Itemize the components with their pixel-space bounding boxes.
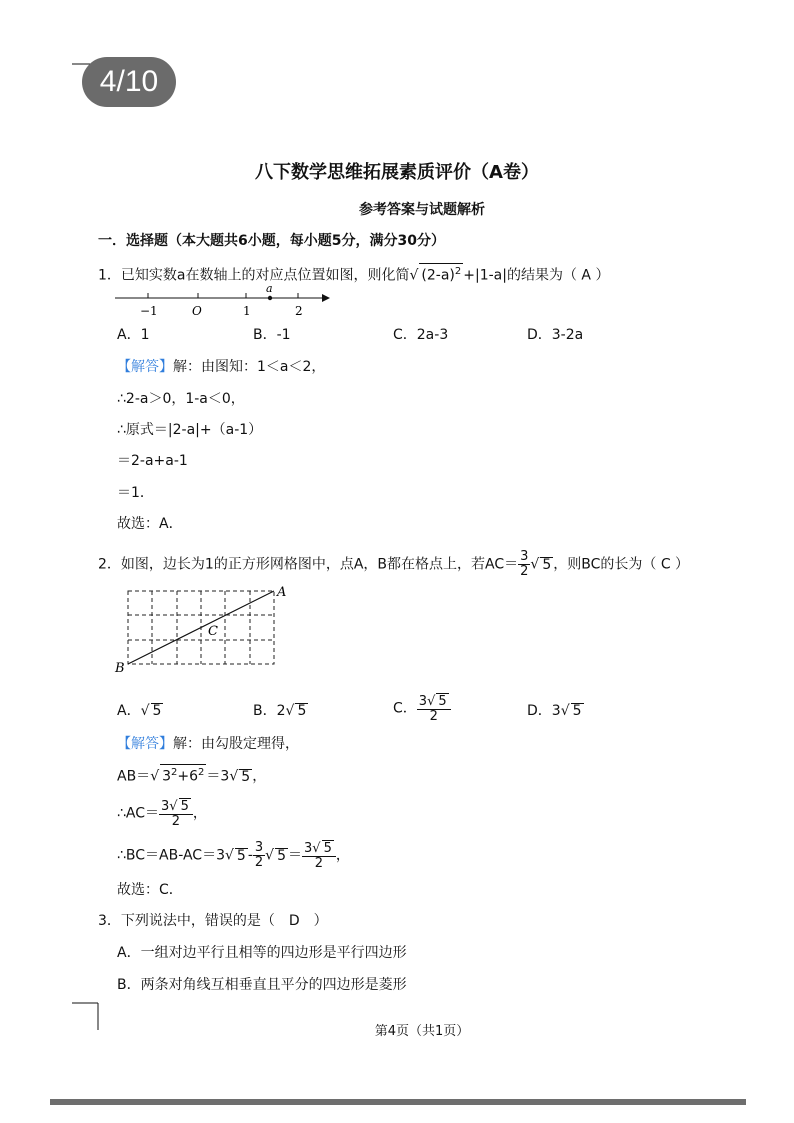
q2-solution-line-1: 【解答】解：由勾股定理得，: [117, 736, 299, 752]
q1-stem-text: 1．已知实数a在数轴上的对应点位置如图，则化简: [98, 267, 410, 284]
number-line-figure: [110, 282, 340, 318]
q1-solution-line-3: ∴原式＝|2-a|+（a-1）: [117, 422, 263, 438]
q1-option-d: D．3-2a: [527, 327, 584, 343]
page-number-badge: 4/10: [82, 57, 176, 107]
q1-radicand: $(2-a)^2$: [419, 263, 463, 284]
q2-stem: 2．如图，边长为1的正方形网格图中，点A，B都在格点上，若AC＝ $\frac{3}{2}$ √ 5 ，则BC的长为（ C ）: [98, 549, 690, 579]
q2-solution-ab: AB＝√ $3^2+6^2 =3√$ 5 ，: [117, 764, 266, 786]
tick-label-1: 1: [243, 304, 251, 318]
q1-option-b: B．-1: [253, 327, 291, 343]
q2-option-d: D．3√ 5: [527, 703, 582, 719]
q2-option-c: C． $\frac{3√ 5}{2}$: [393, 693, 451, 724]
q1-solution-line-5: ＝1．: [117, 485, 154, 501]
page-subtitle: 参考答案与试题解析: [359, 202, 485, 218]
q1-solution-line-1: 【解答】解：由图知：1＜a＜2，: [117, 359, 326, 375]
q1-solution-line-2: ∴2-a＞0，1-a＜0，: [117, 391, 245, 407]
label-A: A: [277, 585, 287, 600]
q2-option-a: A．√ 5: [117, 703, 162, 719]
point-label-a: a: [266, 282, 273, 295]
label-B: B: [115, 661, 125, 676]
q2-option-b: B．2√ 5: [253, 703, 307, 719]
tick-label-neg1: −1: [140, 304, 158, 318]
label-C: C: [208, 624, 218, 639]
answer-tag: 【解答】: [117, 359, 173, 375]
q3-option-a: A．一组对边平行且相等的四边形是平行四边形: [117, 945, 407, 961]
page-footer: 第4页（共1页）: [374, 1024, 470, 1039]
q1-solution-line-6: 故选：A．: [117, 516, 183, 532]
q2-choose: 故选：C．: [117, 882, 183, 898]
tick-label-2: 2: [295, 304, 303, 318]
q1-solution-line-4: ＝2-a+a-1: [117, 453, 188, 469]
bottom-divider: [50, 1099, 746, 1105]
q3-option-b: B．两条对角线互相垂直且平分的四边形是菱形: [117, 977, 407, 993]
sqrt-symbol: √: [409, 267, 419, 284]
tick-label-origin: O: [192, 304, 202, 318]
q2-solution-ac: ∴AC＝ $\frac{3√ 5}{2}$ ，: [117, 799, 207, 829]
q1-option-a: A．1: [117, 327, 150, 343]
q1-option-c: C．2a-3: [393, 327, 449, 343]
q1-stem-text-2: +|1-a|的结果为（ A ）: [463, 267, 610, 284]
page-title: 八下数学思维拓展素质评价（A卷）: [255, 162, 539, 183]
q2-solution-bc: ∴BC＝AB-AC＝3√ 5 - $\frac{3}{2}$ √ 5 ＝ $\frac{3√ 5}{2}$ ，: [117, 840, 350, 871]
grid-figure: [112, 584, 297, 676]
q3-stem: 3．下列说法中，错误的是（ D ）: [98, 913, 328, 929]
section-heading: 一．选择题（本大题共6小题，每小题5分，满分30分）: [98, 233, 445, 249]
